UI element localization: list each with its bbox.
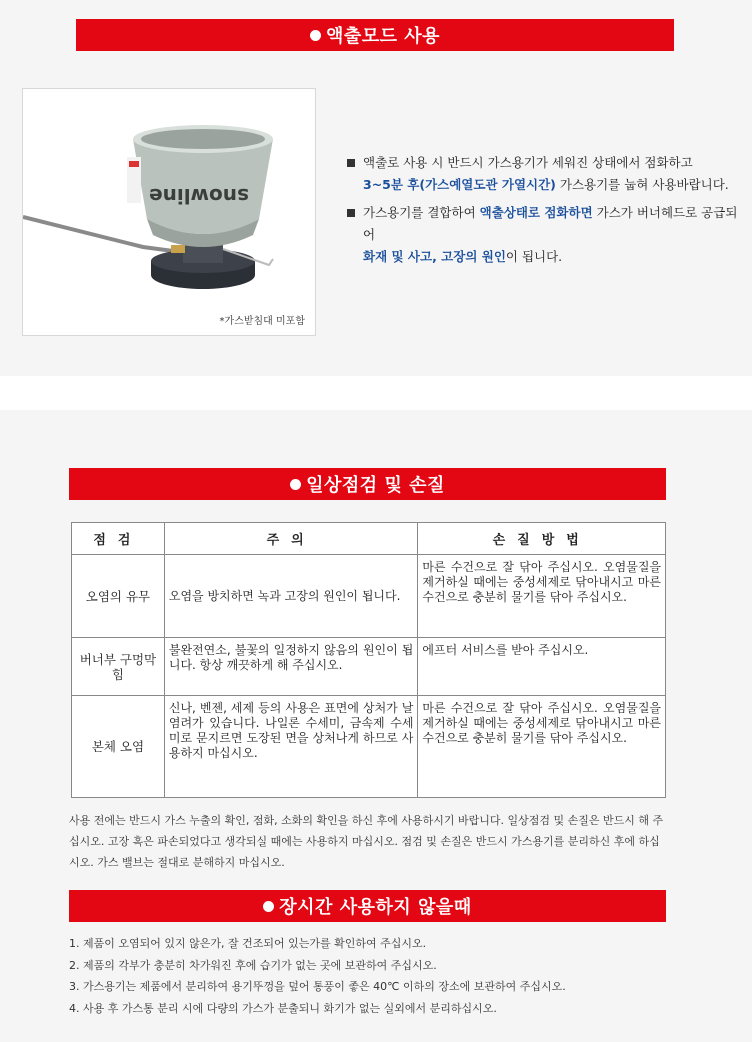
row-caution: 불완전연소, 불꽃의 일정하지 않음의 원인이 됩니다. 항상 깨끗하게 해 주십시오. [164,638,418,696]
row-item: 버너부 구멍막힘 [72,638,165,696]
long-term-storage-title-banner [69,890,666,922]
photo-caption: *가스받침대 미포함 [219,316,305,327]
list-item: 1. 제품이 오염되어 있지 않은가, 잘 건조되어 있는가를 확인하여 주십시오. [69,937,427,950]
bullet-dot-icon [263,901,274,912]
instruction-item: 가스용기를 결합하여 액출상태로 점화하면 가스가 버너헤드로 공급되어 화재 및 사고, 고장의 원인이 됩니다. [345,202,745,268]
header-caution: 주의 [164,523,418,555]
inspection-table [71,522,666,798]
bullet-dot-icon [310,30,321,41]
row-item: 본체 오염 [72,696,165,798]
instruction-item: 액출로 사용 시 반드시 가스용기가 세워진 상태에서 점화하고 3~5분 후(가스예열도관 가열시간) 가스용기를 눕혀 사용바랍니다. [345,152,745,196]
header-inspection: 점검 [72,523,165,555]
list-item: 4. 사용 후 가스통 분리 시에 다량의 가스가 분출되니 화기가 없는 실외에서 분리하십시오. [69,1001,497,1015]
highlight-text: 3~5분 후(가스예열도관 가열시간) [363,177,556,192]
bullet-dot-icon [290,479,301,490]
row-caution: 신나, 벤젠, 세제 등의 사용은 표면에 상처가 날 염려가 있습니다. 나일론 수세미, 금속제 수세미로 문지르면 도장된 면을 상처나게 하므로 사용하지 마십시오. [164,696,418,798]
row-care: 마른 수건으로 잘 닦아 주십시오. 오염물질을 제거하실 때에는 중성세제로 닦아내시고 마른 수건으로 충분히 물기를 닦아 주십시오. [418,696,666,798]
usage-note: 사용 전에는 반드시 가스 누출의 확인, 점화, 소화의 확인을 하신 후에 사용하시기 바랍니다. 일상점검 및 손질은 반드시 해 주십시오. 고장 혹은 파손되었다고 생각되실 때에는 사용하지 마십시오. 점검 및 손질은 반드시 가스용기를 분리하신 후에 하십시오. 가스 밸브는 절대로 분해하지 마십시오. [69,814,664,869]
row-care: 에프터 서비스를 받아 주십시오. [418,638,666,696]
row-care: 마른 수건으로 잘 닦아 주십시오. 오염물질을 제거하실 때에는 중성세제로 닦아내시고 마른 수건으로 충분히 물기를 닦아 주십시오. [418,555,666,638]
header-care-method: 손질방법 [418,523,666,555]
gas-canister-stove-illustration [23,89,317,337]
liquid-mode-title: 액출모드 사용 [325,26,441,47]
long-term-storage-title: 장시간 사용하지 않을때 [279,897,472,918]
table-row [72,555,666,638]
table-row [72,696,666,798]
highlight-text: 화재 및 사고, 고장의 원인 [363,249,506,264]
daily-inspection-title: 일상점검 및 손질 [306,475,445,496]
daily-inspection-title-banner [69,468,666,500]
list-item: 2. 제품의 각부가 충분히 차가워진 후에 습기가 없는 곳에 보관하여 주십시오. [69,958,437,972]
highlight-text: 액출상태로 점화하면 [479,205,593,220]
section-gap [0,376,752,410]
product-photo [22,88,316,336]
canister-brand-text: snowline [149,184,249,208]
storage-instructions [69,933,689,1019]
square-bullet-icon [347,159,355,167]
liquid-mode-instructions [345,152,745,274]
table-row [72,638,666,696]
table-header-row [72,523,666,555]
list-item: 3. 가스용기는 제품에서 분리하여 용기뚜껑을 덮어 통풍이 좋은 40℃ 이하의 장소에 보관하여 주십시오. [69,980,566,993]
liquid-mode-title-banner [76,19,674,51]
row-item: 오염의 유무 [72,555,165,638]
row-caution: 오염을 방치하면 녹과 고장의 원인이 됩니다. [164,555,418,638]
square-bullet-icon [347,209,355,217]
